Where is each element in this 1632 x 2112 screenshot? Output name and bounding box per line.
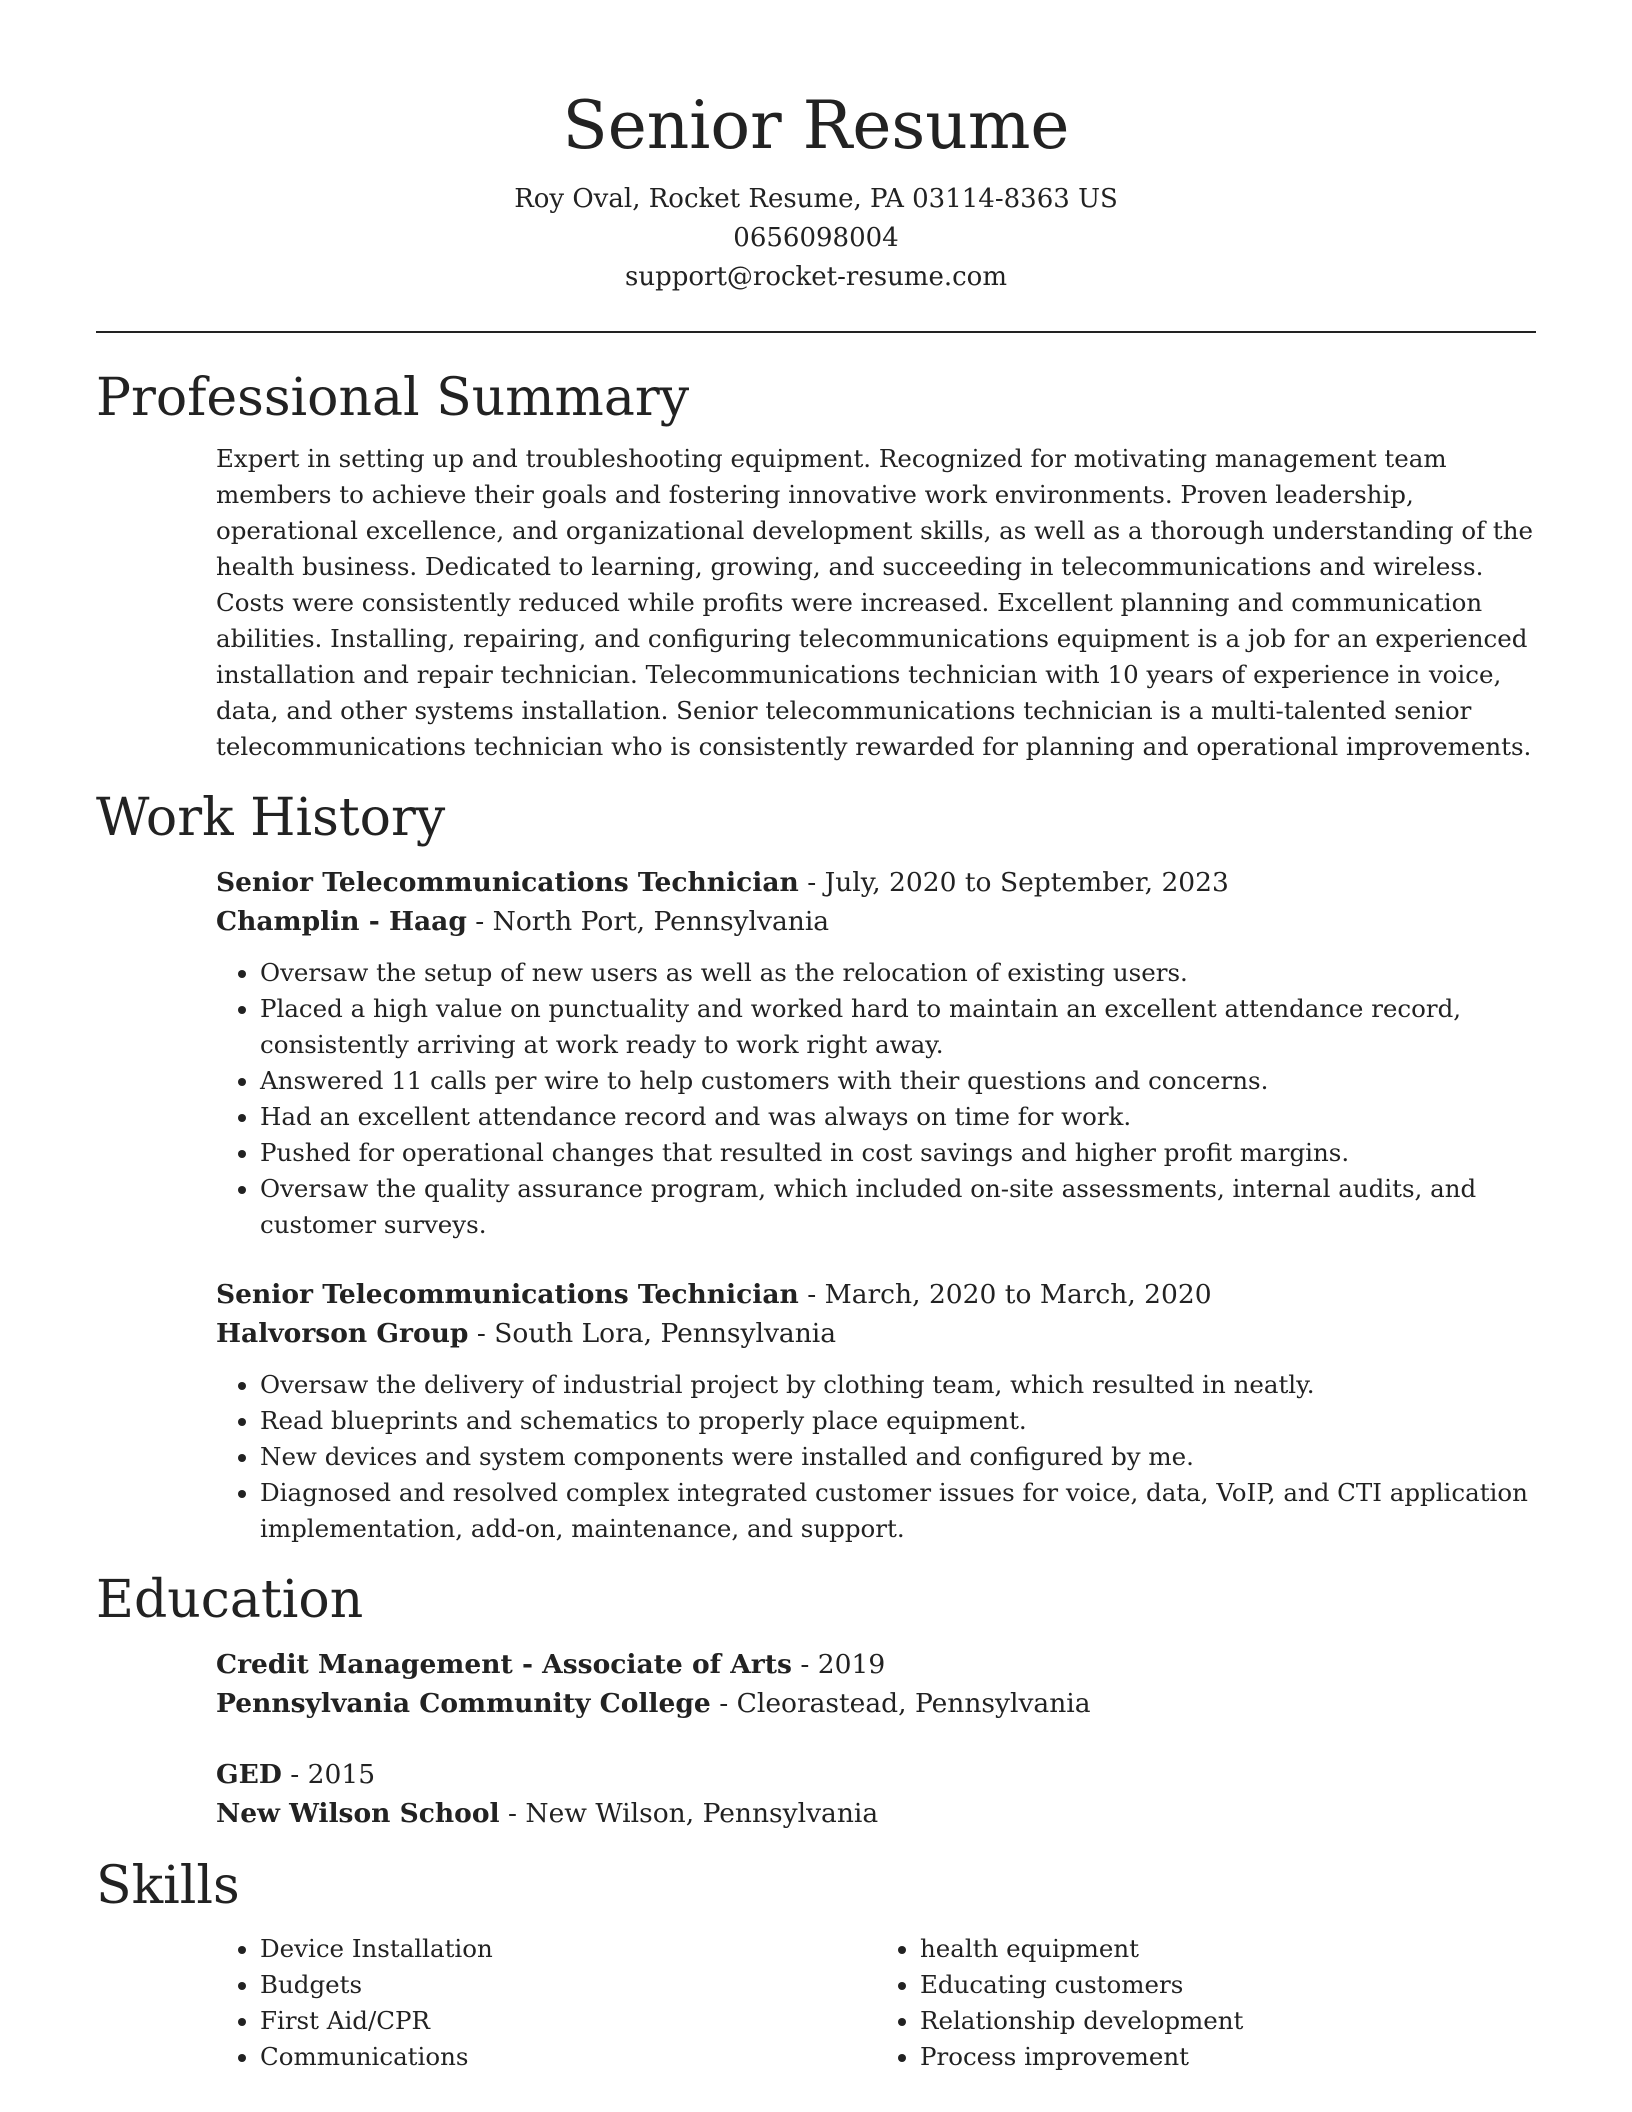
education-heading: Education: [96, 1570, 364, 1630]
job-title: Senior Telecommunications Technician: [216, 867, 799, 898]
job-location: - South Lora, Pennsylvania: [468, 1318, 837, 1349]
work-history-heading: Work History: [96, 788, 446, 848]
education-year: - 2015: [281, 1759, 376, 1790]
list-item: • Read blueprints and schematics to properly place equipment.: [260, 1403, 1536, 1439]
contact-phone: 0656098004: [733, 223, 899, 253]
job-dates: - July, 2020 to September, 2023: [798, 867, 1229, 898]
job-title: Senior Telecommunications Technician: [216, 1279, 799, 1310]
education-location: - New Wilson, Pennsylvania: [499, 1798, 879, 1829]
education-entry: [96, 1755, 1536, 1833]
education-year: - 2019: [791, 1649, 886, 1680]
education-school: Pennsylvania Community College: [216, 1688, 711, 1719]
education-school-line: [216, 1794, 1536, 1833]
skill-item: • Educating customers: [920, 1967, 1536, 2003]
header-divider: [96, 331, 1536, 333]
skill-item: • Communications: [260, 2039, 876, 2075]
skill-item: • First Aid/CPR: [260, 2003, 876, 2039]
education-degree-line: [216, 1645, 1536, 1684]
job-dates: - March, 2020 to March, 2020: [798, 1279, 1212, 1310]
skill-item: • Budgets: [260, 1967, 876, 2003]
education-degree: GED: [216, 1759, 282, 1790]
education-entry: [96, 1645, 1536, 1723]
list-item: • Placed a high value on punctuality and worked hard to maintain an excellent attendance record, consistently arriving at work ready to work right away.: [260, 991, 1536, 1063]
job-title-line: [216, 1275, 1536, 1314]
job-title-line: [216, 863, 1536, 902]
list-item: • Oversaw the delivery of industrial project by clothing team, which resulted in neatly.: [260, 1367, 1536, 1403]
skills-section: [96, 1855, 1536, 2075]
list-item: • Oversaw the setup of new users as well as the relocation of existing users.: [260, 955, 1536, 991]
resume-header: [96, 0, 1536, 297]
list-item: • Oversaw the quality assurance program, which included on-site assessments, internal audits, and customer surveys.: [260, 1171, 1536, 1243]
list-item: • New devices and system components were installed and configured by me.: [260, 1439, 1536, 1475]
job-company: Champlin - Haag: [216, 906, 467, 937]
resume-title: Senior Resume: [562, 87, 1070, 164]
skills-grid: [96, 1917, 1536, 2075]
list-item: • Pushed for operational changes that resulted in cost savings and higher profit margins.: [260, 1135, 1536, 1171]
skill-item: • health equipment: [920, 1931, 1536, 1967]
list-item: • Answered 11 calls per wire to help customers with their questions and concerns.: [260, 1063, 1536, 1099]
education-school: New Wilson School: [216, 1798, 500, 1829]
contact-email: support@rocket-resume.com: [624, 262, 1007, 292]
job-location: - North Port, Pennsylvania: [466, 906, 830, 937]
job-entry: [96, 1275, 1536, 1547]
list-item: • Had an excellent attendance record and was always on time for work.: [260, 1099, 1536, 1135]
skill-item: • Relationship development: [920, 2003, 1536, 2039]
job-entry: [96, 863, 1536, 1243]
summary-heading: Professional Summary: [96, 368, 690, 428]
skills-list-right: [876, 1931, 1536, 2075]
job-company-line: [216, 902, 1536, 941]
summary-text: Expert in setting up and troubleshooting equipment. Recognized for motivating management team members to achieve their goals and fostering innovative work environments. Proven leadership, operational excellence, and organizational development skills, as well as a thorough understanding of the health business. Dedicated to learning, growing, and succeeding in telecommunications and wireless. Costs were consistently reduced while profits were increased. Excellent planning and communication abilities. Installing, repairing, and configuring telecommunications equipment is a job for an experienced installation and repair technician. Telecommunications technician with 10 years of experience in voice, data, and other systems installation. Senior telecommunications technician is a multi-talented senior telecommunications technician who is consistently rewarded for planning and operational improvements.: [216, 444, 1534, 761]
education-school-line: [216, 1684, 1536, 1723]
education-degree-line: [216, 1755, 1536, 1794]
job-bullets: [216, 955, 1536, 1243]
job-company: Halvorson Group: [216, 1318, 469, 1349]
education-location: - Cleorastead, Pennsylvania: [710, 1688, 1091, 1719]
contact-address: Roy Oval, Rocket Resume, PA 03114-8363 US: [514, 184, 1118, 214]
contact-info: [96, 180, 1536, 297]
list-item: • Diagnosed and resolved complex integrated customer issues for voice, data, VoIP, and CTI application implementation, add-on, maintenance, and support.: [260, 1475, 1536, 1547]
skill-item: • Process improvement: [920, 2039, 1536, 2075]
skill-item: • Device Installation: [260, 1931, 876, 1967]
summary-section: [96, 367, 1536, 765]
work-history-section: [96, 787, 1536, 1547]
education-section: [96, 1569, 1536, 1833]
skills-list-left: [216, 1931, 876, 2075]
job-bullets: [216, 1367, 1536, 1547]
education-degree: Credit Management - Associate of Arts: [216, 1649, 792, 1680]
job-company-line: [216, 1314, 1536, 1353]
skills-heading: Skills: [96, 1856, 240, 1916]
